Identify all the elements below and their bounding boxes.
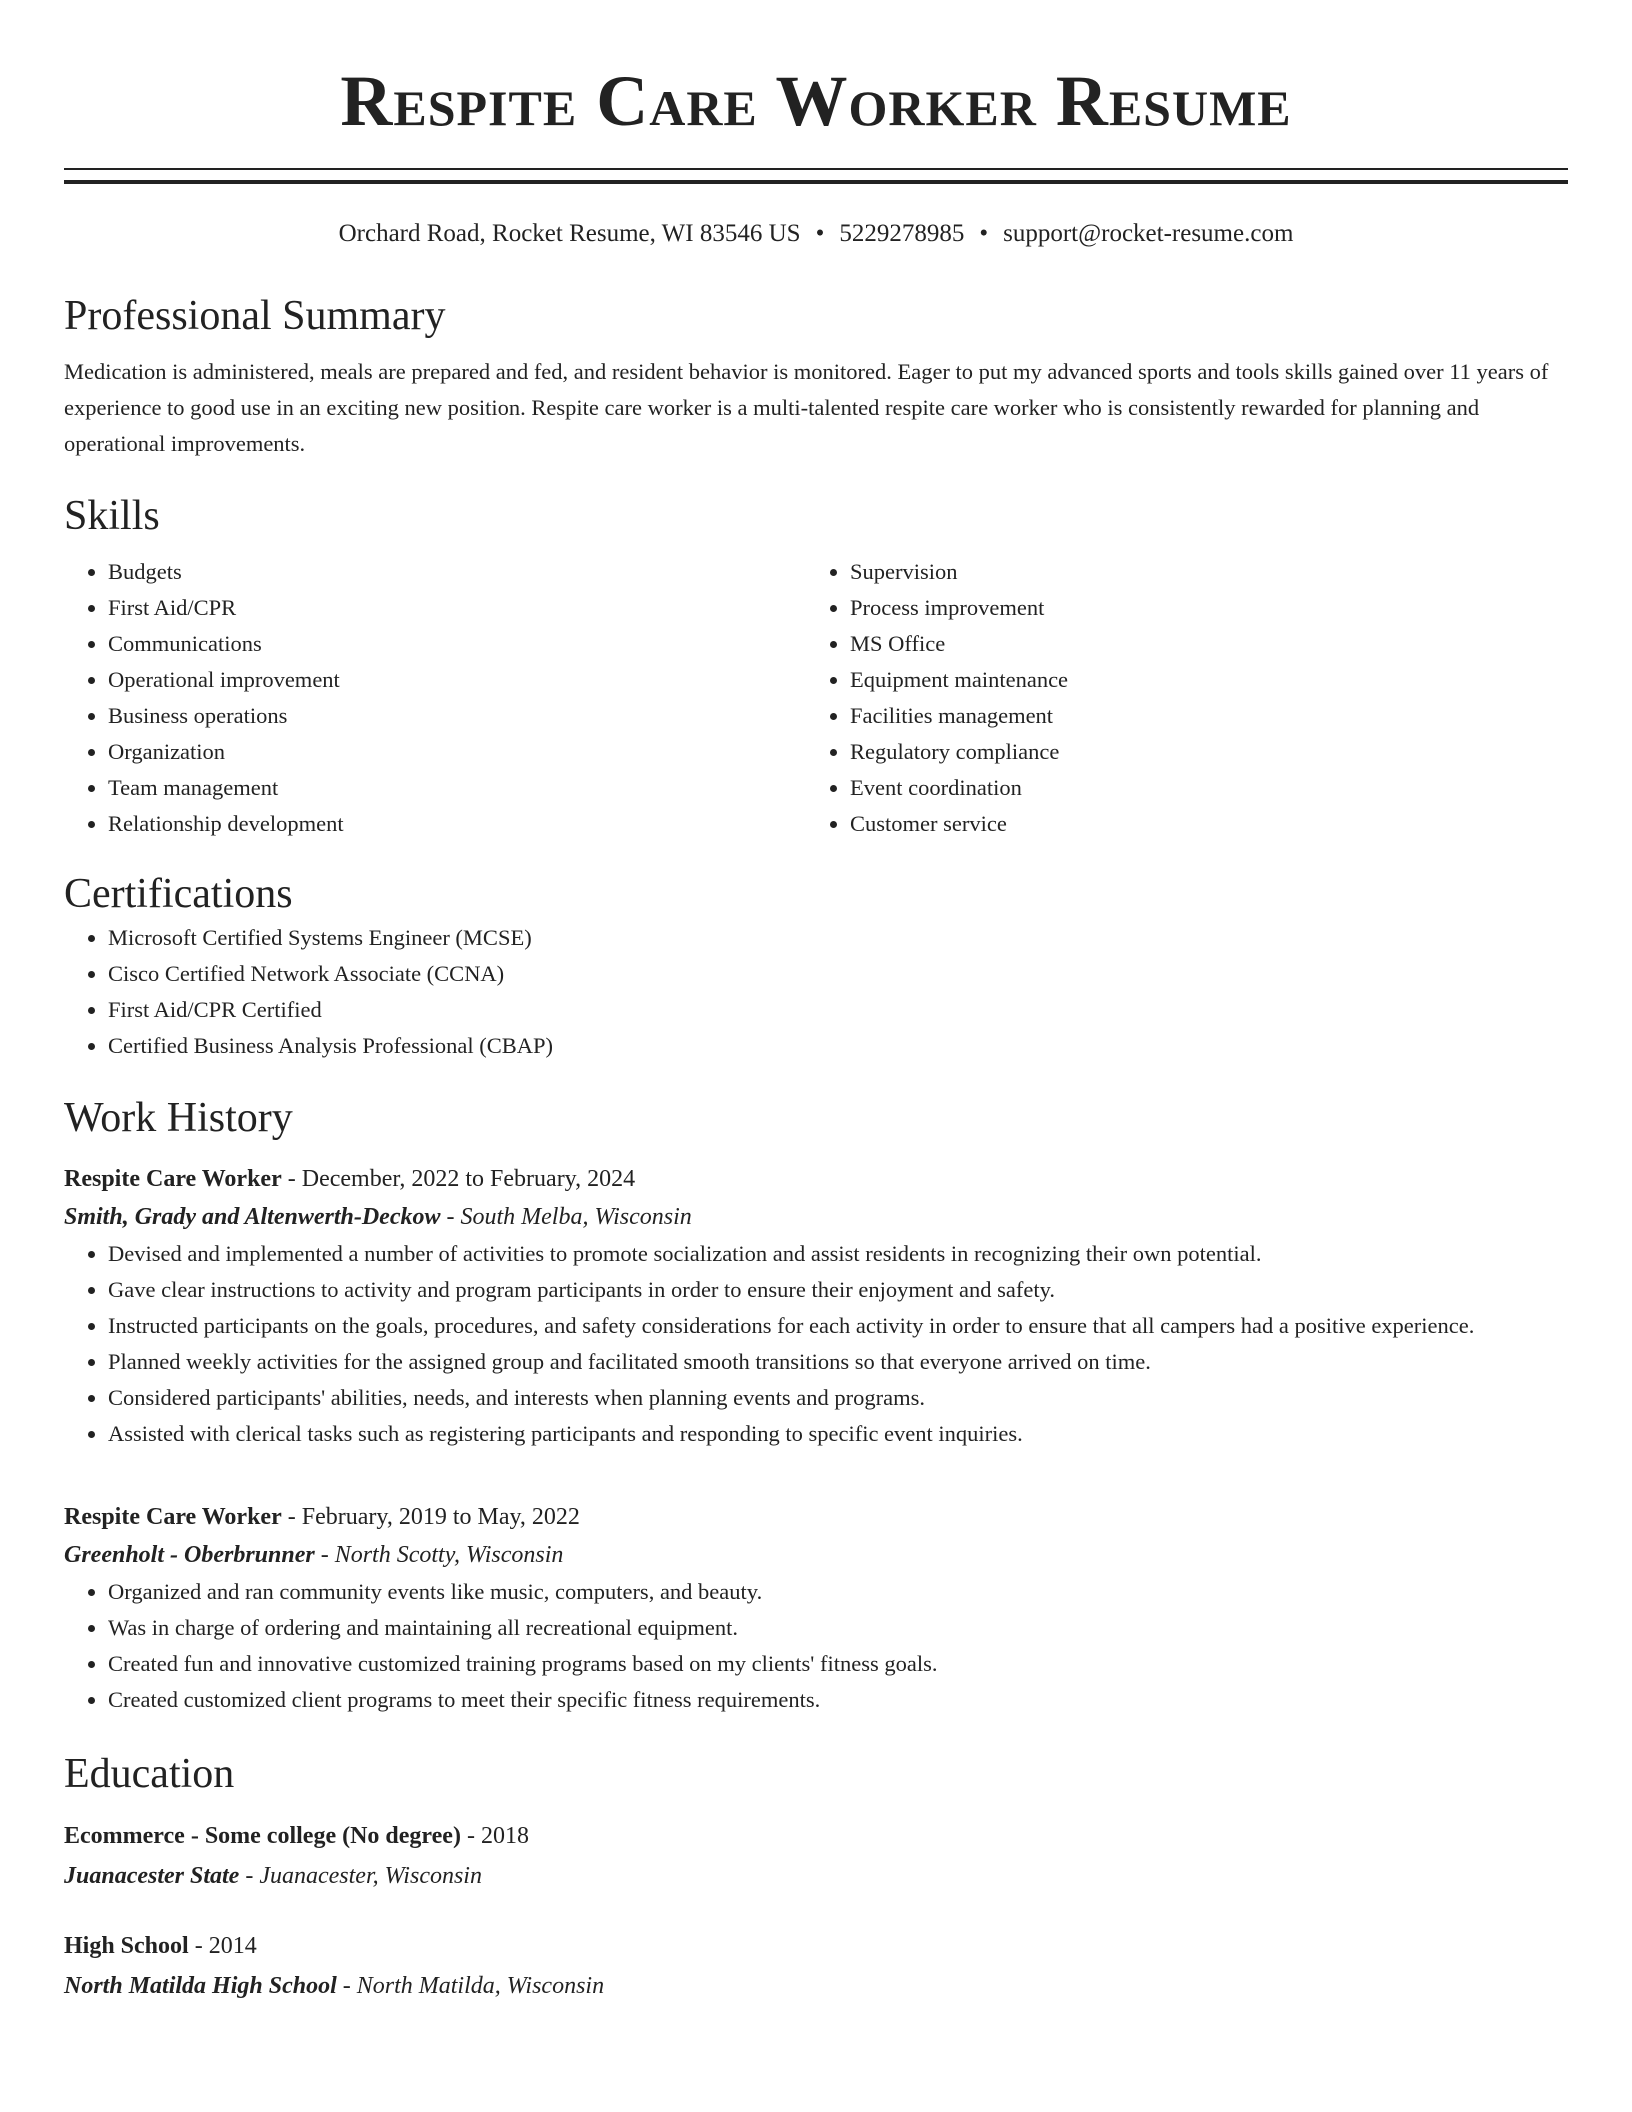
skills-list-right [806, 554, 1548, 842]
job-location: North Scotty, Wisconsin [334, 1542, 564, 1568]
job-duty: • Devised and implemented a number of activities to promote socialization and assist residents in recognizing their own potential. [108, 1236, 1568, 1272]
education-degree: High School [64, 1933, 189, 1959]
job-entry [64, 1498, 1568, 1718]
skill-item: • Operational improvement [108, 662, 806, 698]
skill-item: • Budgets [108, 554, 806, 590]
job-duty: • Was in charge of ordering and maintaining all recreational equipment. [108, 1610, 1568, 1646]
education-school: Juanacester State [64, 1863, 240, 1889]
job-title: Respite Care Worker [64, 1166, 282, 1192]
education-year: 2014 [208, 1933, 257, 1959]
contact-email: support@rocket-resume.com [1003, 220, 1294, 247]
education-location: North Matilda, Wisconsin [356, 1973, 605, 1999]
education-section [64, 1748, 1568, 2006]
education-degree-line: High School - 2014 [64, 1933, 257, 1959]
certification-item: • Certified Business Analysis Professional (CBAP) [108, 1028, 1568, 1064]
skill-item: • Team management [108, 770, 806, 806]
contact-address: Orchard Road, Rocket Resume, WI 83546 US [338, 220, 801, 247]
job-title-line: Respite Care Worker - December, 2022 to February, 2024 [64, 1166, 636, 1192]
skill-item: • Organization [108, 734, 806, 770]
job-duty: • Considered participants' abilities, needs, and interests when planning events and programs. [108, 1380, 1568, 1416]
job-duty: • Gave clear instructions to activity and program participants in order to ensure their enjoyment and safety. [108, 1272, 1568, 1308]
skill-item: • Relationship development [108, 806, 806, 842]
job-company: Smith, Grady and Altenwerth-Deckow [64, 1204, 441, 1230]
skills-heading: Skills [64, 493, 160, 539]
skill-item: • Event coordination [850, 770, 1548, 806]
job-duty: • Created customized client programs to meet their specific fitness requirements. [108, 1682, 1568, 1718]
job-duty: • Assisted with clerical tasks such as registering participants and responding to specific event inquiries. [108, 1416, 1568, 1452]
skill-item: • Business operations [108, 698, 806, 734]
education-entry [64, 1816, 1568, 1896]
contact-phone: 5229278985 [839, 220, 965, 247]
skills-grid [64, 554, 1568, 842]
certifications-section [64, 868, 1568, 1064]
education-school: North Matilda High School [64, 1973, 337, 1999]
certification-item: • Cisco Certified Network Associate (CCNA) [108, 956, 1568, 992]
work-history-section [64, 1092, 1568, 1718]
job-company-line: Smith, Grady and Altenwerth-Deckow - South Melba, Wisconsin [64, 1204, 692, 1230]
certifications-list [64, 920, 1568, 1064]
job-dates: December, 2022 to February, 2024 [301, 1166, 636, 1192]
certification-item: • Microsoft Certified Systems Engineer (MCSE) [108, 920, 1568, 956]
work-history-heading: Work History [64, 1095, 293, 1141]
skills-column-right [806, 554, 1548, 842]
contact-line [64, 218, 1568, 250]
education-degree-line: Ecommerce - Some college (No degree) - 2018 [64, 1823, 529, 1849]
skill-item: • Equipment maintenance [850, 662, 1548, 698]
skill-item: • Regulatory compliance [850, 734, 1548, 770]
job-company-line: Greenholt - Oberbrunner - North Scotty, Wisconsin [64, 1542, 564, 1568]
skill-item: • Process improvement [850, 590, 1548, 626]
job-title-line: Respite Care Worker - February, 2019 to May, 2022 [64, 1504, 580, 1530]
education-school-line: Juanacester State - Juanacester, Wisconsin [64, 1863, 482, 1889]
skill-item: • Communications [108, 626, 806, 662]
skill-item: • Supervision [850, 554, 1548, 590]
education-degree: Ecommerce - Some college (No degree) [64, 1823, 461, 1849]
education-entry [64, 1926, 1568, 2006]
summary-section [64, 290, 1568, 462]
contact-separator: • [815, 220, 825, 247]
contact-separator: • [979, 220, 989, 247]
job-duty: • Organized and ran community events like music, computers, and beauty. [108, 1574, 1568, 1610]
education-heading: Education [64, 1751, 235, 1797]
certification-item: • First Aid/CPR Certified [108, 992, 1568, 1028]
job-duty: • Instructed participants on the goals, procedures, and safety considerations for each activity in order to ensure that all campers had a positive experience. [108, 1308, 1568, 1344]
skills-column-left [64, 554, 806, 842]
certifications-heading: Certifications [64, 871, 293, 917]
job-duty: • Created fun and innovative customized training programs based on my clients' fitness goals. [108, 1646, 1568, 1682]
job-entry [64, 1160, 1568, 1452]
job-duties-list [64, 1574, 1568, 1718]
summary-text: Medication is administered, meals are prepared and fed, and resident behavior is monitored. Eager to put my advanced sports and tools skills gained over 11 years of experience to good use in an exciting new position. Respite care worker is a multi-talented respite care worker who is consistently rewarded for planning and operational improvements. [64, 359, 1549, 456]
job-duties-list [64, 1236, 1568, 1452]
education-location: Juanacester, Wisconsin [259, 1863, 482, 1889]
job-dates: February, 2019 to May, 2022 [301, 1504, 580, 1530]
education-school-line: North Matilda High School - North Matilda, Wisconsin [64, 1973, 605, 1999]
skill-item: • Facilities management [850, 698, 1548, 734]
skills-section [64, 490, 1568, 842]
skill-item: • MS Office [850, 626, 1548, 662]
skill-item: • Customer service [850, 806, 1548, 842]
resume-title: Respite Care Worker Resume [340, 61, 1292, 141]
job-company: Greenholt - Oberbrunner [64, 1542, 315, 1568]
job-title: Respite Care Worker [64, 1504, 282, 1530]
education-year: 2018 [480, 1823, 529, 1849]
summary-heading: Professional Summary [64, 293, 446, 339]
skill-item: • First Aid/CPR [108, 590, 806, 626]
title-divider [64, 168, 1568, 184]
job-duty: • Planned weekly activities for the assigned group and facilitated smooth transitions so that everyone arrived on time. [108, 1344, 1568, 1380]
skills-list-left [64, 554, 806, 842]
job-location: South Melba, Wisconsin [460, 1204, 692, 1230]
